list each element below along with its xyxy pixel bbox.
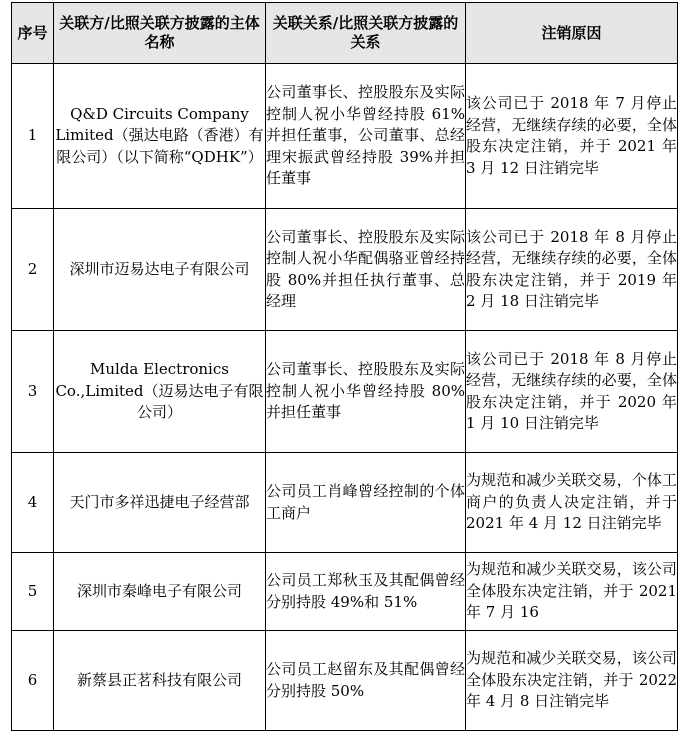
table-row: [12, 631, 678, 731]
entity-name: 天门市多祥迅捷电子经营部: [54, 453, 266, 553]
header-reason: 注销原因: [466, 3, 678, 64]
entity-name: 深圳市秦峰电子有限公司: [54, 553, 266, 631]
relation-text: 公司员工赵留东及其配偶曾经分别持股 50%: [266, 631, 466, 731]
row-no: 5: [12, 553, 54, 631]
header-row: [12, 3, 678, 64]
cancellation-reason: 该公司已于 2018 年 8 月停止经营，无继续存续的必要，全体股东决定注销，并于 2020 年 1 月 10 日注销完毕: [466, 331, 678, 453]
cancellation-reason: 为规范和减少关联交易，个体工商户的负责人决定注销，并于 2021 年 4 月 12 日注销完毕: [466, 453, 678, 553]
relation-text: 公司员工肖峰曾经控制的个体工商户: [266, 453, 466, 553]
cancellation-reason: 为规范和减少关联交易，该公司全体股东决定注销，并于 2022 年 4 月 8 日注销完毕: [466, 631, 678, 731]
entity-name: 深圳市迈易达电子有限公司: [54, 209, 266, 331]
row-no: 1: [12, 64, 54, 209]
table-row: [12, 453, 678, 553]
header-no: 序号: [12, 3, 54, 64]
entity-name: Q&D Circuits Company Limited（强达电路（香港）有限公司）（以下简称“QDHK”）: [54, 64, 266, 209]
table-row: [12, 331, 678, 453]
table-row: [12, 64, 678, 209]
cancellation-reason: 为规范和减少关联交易，该公司全体股东决定注销，并于 2021 年 7 月 16: [466, 553, 678, 631]
relation-text: 公司董事长、控股股东及实际控制人祝小华曾经持股 80%并担任董事: [266, 331, 466, 453]
row-no: 6: [12, 631, 54, 731]
related-party-table: [11, 2, 678, 731]
cancellation-reason: 该公司已于 2018 年 7 月停止经营，无继续存续的必要，全体股东决定注销，并于 2021 年 3 月 12 日注销完毕: [466, 64, 678, 209]
table-row: [12, 209, 678, 331]
entity-name: 新蔡县正茗科技有限公司: [54, 631, 266, 731]
header-relation: 关联关系/比照关联方披露的关系: [266, 3, 466, 64]
entity-name: Mulda Electronics Co.,Limited（迈易达电子有限公司）: [54, 331, 266, 453]
row-no: 3: [12, 331, 54, 453]
header-name: 关联方/比照关联方披露的主体名称: [54, 3, 266, 64]
relation-text: 公司董事长、控股股东及实际控制人祝小华曾经持股 61%并担任董事，公司董事、总经理宋振武曾经持股 39%并担任董事: [266, 64, 466, 209]
row-no: 2: [12, 209, 54, 331]
relation-text: 公司员工郑秋玉及其配偶曾经分别持股 49%和 51%: [266, 553, 466, 631]
row-no: 4: [12, 453, 54, 553]
cancellation-reason: 该公司已于 2018 年 8 月停止经营，无继续存续的必要，全体股东决定注销，并于 2019 年 2 月 18 日注销完毕: [466, 209, 678, 331]
table-row: [12, 553, 678, 631]
relation-text: 公司董事长、控股股东及实际控制人祝小华配偶骆亚曾经持股 80%并担任执行董事、总经理: [266, 209, 466, 331]
